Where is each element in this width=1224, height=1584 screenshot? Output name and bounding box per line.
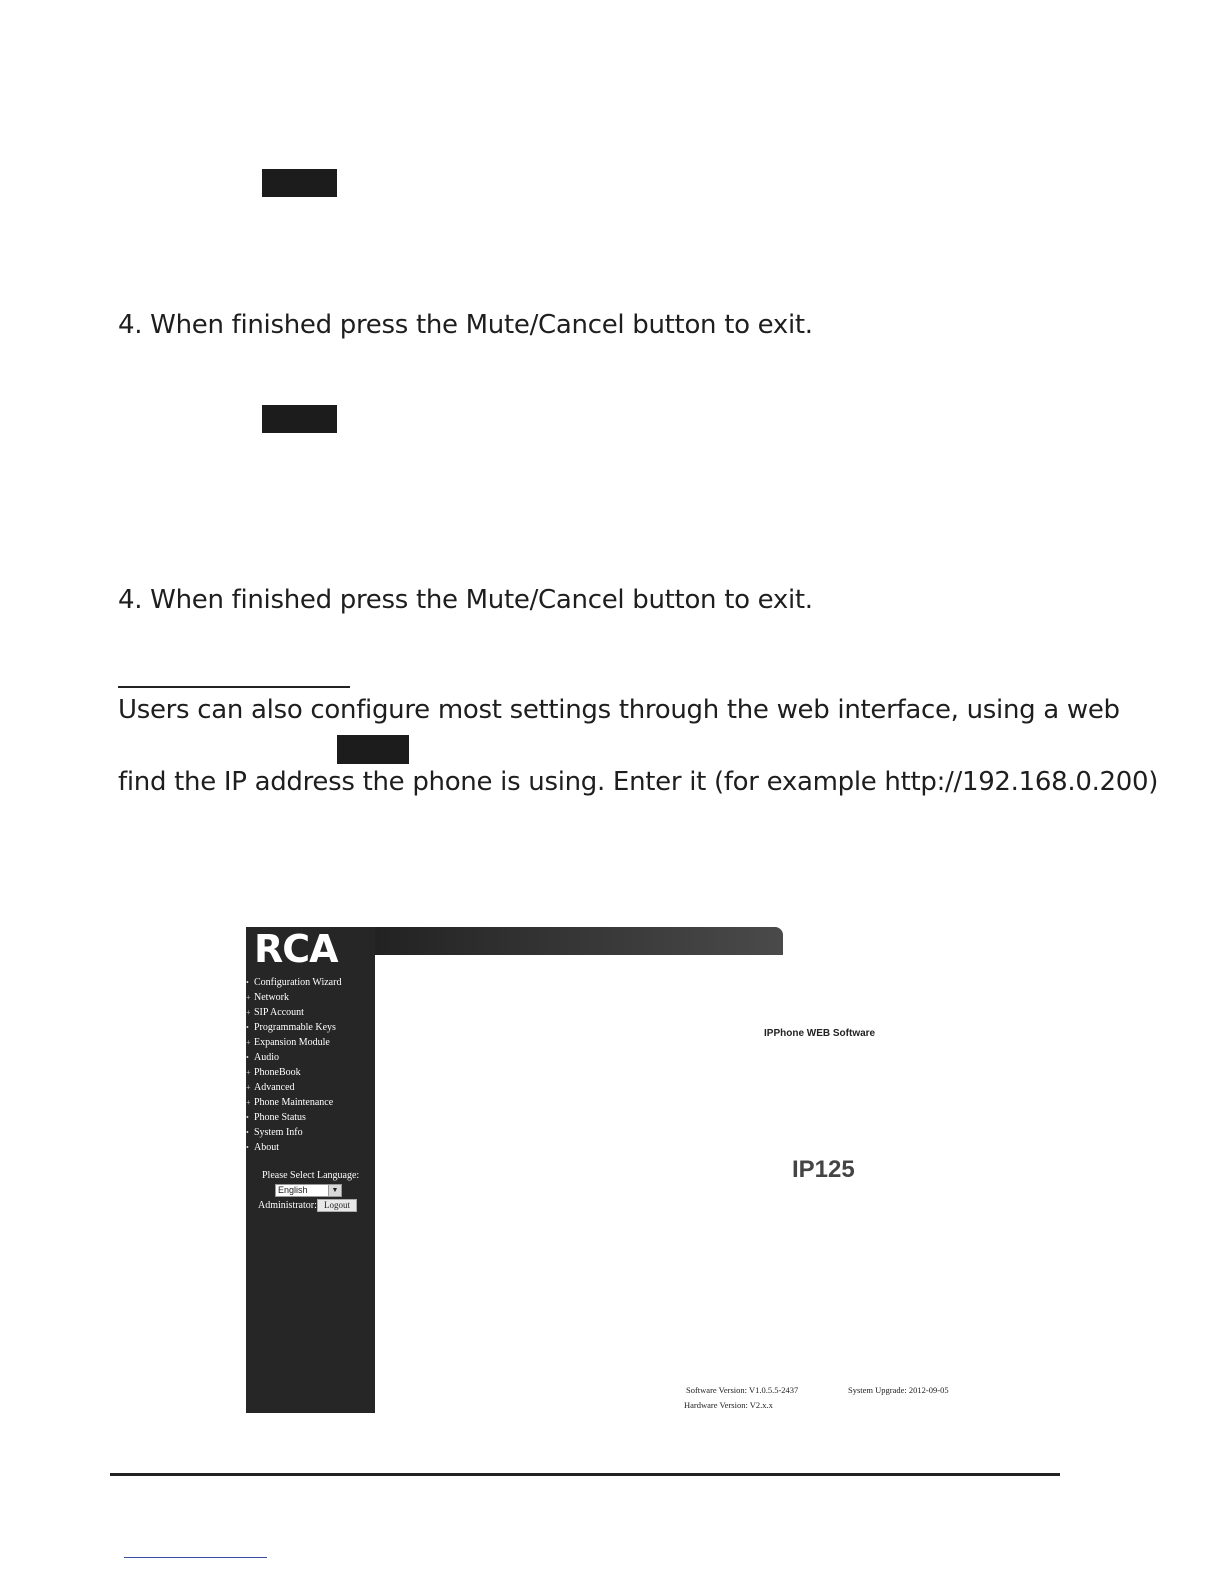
sidebar-item-advanced[interactable]	[246, 1080, 341, 1095]
redaction-block	[262, 405, 337, 433]
software-title: IPPhone WEB Software	[764, 1028, 876, 1039]
sidebar-item-configuration-wizard[interactable]	[246, 975, 341, 990]
sidebar-item-sip-account[interactable]	[246, 1005, 341, 1020]
sidebar-item-label: PhoneBook	[254, 1067, 301, 1078]
language-select[interactable]	[275, 1184, 342, 1197]
model-name: IP125	[792, 1156, 855, 1183]
hardware-version: Hardware Version: V2.x.x	[684, 1400, 773, 1410]
bullet-icon: •	[246, 978, 249, 987]
nav-menu	[246, 975, 341, 1155]
sidebar-item-system-info[interactable]	[246, 1125, 341, 1140]
sidebar-item-audio[interactable]	[246, 1050, 341, 1065]
sidebar-item-label: Programmable Keys	[254, 1022, 336, 1033]
web-paragraph-line-1: Users can also configure most settings through the web interface, using a web	[118, 695, 1120, 725]
logout-button[interactable]: Logout	[317, 1199, 357, 1212]
sidebar-item-label: Configuration Wizard	[254, 977, 342, 988]
sidebar-item-about[interactable]	[246, 1140, 341, 1155]
bullet-icon: •	[246, 1053, 249, 1062]
rca-logo	[252, 929, 364, 965]
sidebar-item-label: SIP Account	[254, 1007, 304, 1018]
expand-plus-icon: +	[246, 1038, 251, 1047]
footer-rule	[110, 1473, 1060, 1476]
expand-plus-icon: +	[246, 1098, 251, 1107]
bullet-icon: •	[246, 1023, 249, 1032]
sidebar-item-phone-maintenance[interactable]	[246, 1095, 341, 1110]
sidebar-item-phone-status[interactable]	[246, 1110, 341, 1125]
bullet-icon: •	[246, 1113, 249, 1122]
bullet-icon: •	[246, 1143, 249, 1152]
language-label: Please Select Language:	[262, 1170, 360, 1181]
header-corner	[375, 955, 389, 969]
sidebar-item-label: System Info	[254, 1127, 303, 1138]
sidebar-item-label: Expansion Module	[254, 1037, 330, 1048]
sidebar-item-label: Audio	[254, 1052, 279, 1063]
redaction-block	[337, 735, 409, 764]
bullet-icon: •	[246, 1128, 249, 1137]
footer-link-underline	[124, 1557, 267, 1558]
sidebar-item-phonebook[interactable]	[246, 1065, 341, 1080]
system-upgrade: System Upgrade: 2012-09-05	[848, 1385, 949, 1395]
sidebar-item-label: About	[254, 1142, 279, 1153]
sidebar-item-label: Network	[254, 992, 289, 1003]
step-4-text: 4. When finished press the Mute/Cancel button to exit.	[118, 310, 813, 340]
section-heading-underline	[118, 686, 350, 688]
web-paragraph-line-2: find the IP address the phone is using. Enter it (for example http://192.168.0.200)	[118, 767, 1159, 797]
sidebar-item-label: Phone Status	[254, 1112, 306, 1123]
web-interface-screenshot	[246, 927, 956, 1413]
expand-plus-icon: +	[246, 993, 251, 1002]
sidebar	[246, 927, 375, 1413]
expand-plus-icon: +	[246, 1083, 251, 1092]
sidebar-item-label: Phone Maintenance	[254, 1097, 334, 1108]
expand-plus-icon: +	[246, 1008, 251, 1017]
redaction-block	[262, 169, 337, 197]
administrator-label: Administrator:	[258, 1200, 317, 1211]
step-4-text: 4. When finished press the Mute/Cancel button to exit.	[118, 585, 813, 615]
language-select-value: English	[278, 1185, 308, 1195]
software-version: Software Version: V1.0.5.5-2437	[686, 1385, 799, 1395]
sidebar-item-programmable-keys[interactable]	[246, 1020, 341, 1035]
chevron-down-icon[interactable]: ▼	[328, 1185, 341, 1196]
sidebar-item-network[interactable]	[246, 990, 341, 1005]
svg-text:RCA: RCA	[254, 929, 338, 965]
sidebar-item-label: Advanced	[254, 1082, 295, 1093]
expand-plus-icon: +	[246, 1068, 251, 1077]
sidebar-item-expansion-module[interactable]	[246, 1035, 341, 1050]
